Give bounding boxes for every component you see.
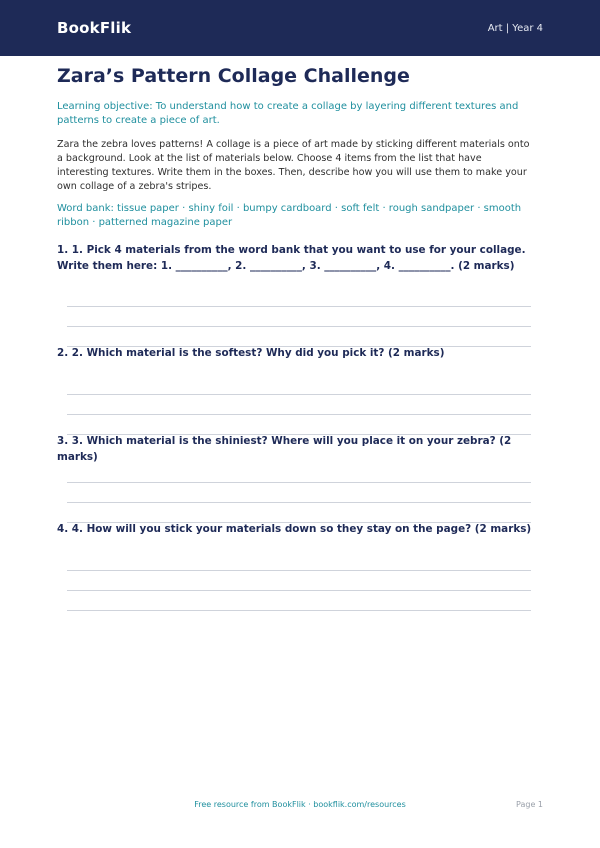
page-title: Zara’s Pattern Collage Challenge: [57, 65, 410, 87]
question-1-text: 1. 1. Pick 4 materials from the word bank that you want to use for your collage. Write them here: 1. __________, 2. __________, 3. __________, 4. __________. (2 marks): [57, 244, 526, 272]
learning-objective: Learning objective: To understand how to create a collage by layering different textures and patterns to create a piece of art.: [57, 101, 519, 126]
question-3: [57, 433, 533, 465]
page-footer: [0, 800, 600, 814]
intro-text: Zara the zebra loves patterns! A collage is a piece of art made by sticking different materials onto a background. Look at the list of materials below. Choose 4 items from the list that have interesting textures. Write them in the boxes. Then, describe how you will use them to make your own collage of a zebra's stripes.: [57, 139, 530, 192]
answer-line[interactable]: [67, 394, 531, 395]
question-4-text: 4. 4. How will you stick your materials down so they stay on the page? (2 marks): [57, 523, 532, 535]
answer-line[interactable]: [67, 306, 531, 307]
answer-line[interactable]: [67, 326, 531, 327]
brand-logo: BookFlik: [57, 19, 132, 37]
answer-line[interactable]: [67, 414, 531, 415]
worksheet-intro: [57, 64, 533, 230]
footer-credit: Free resource from BookFlik · bookflik.com/resources: [194, 800, 406, 809]
page-number: Page 1: [516, 800, 543, 809]
page-header: [0, 0, 600, 56]
answer-line[interactable]: [67, 570, 531, 571]
question-2: [57, 345, 533, 361]
question-1: [57, 242, 533, 274]
answer-line[interactable]: [67, 482, 531, 483]
question-4: [57, 521, 533, 537]
answer-line[interactable]: [67, 610, 531, 611]
answer-line[interactable]: [67, 590, 531, 591]
subject-label: Art | Year 4: [487, 22, 543, 34]
word-bank: Word bank: tissue paper · shiny foil · bumpy cardboard · soft felt · rough sandpaper · smooth ribbon · patterned magazine paper: [57, 203, 522, 228]
question-2-text: 2. 2. Which material is the softest? Why did you pick it? (2 marks): [57, 347, 445, 359]
question-3-text: 3. 3. Which material is the shiniest? Where will you place it on your zebra? (2 marks): [57, 435, 512, 463]
answer-line[interactable]: [67, 502, 531, 503]
